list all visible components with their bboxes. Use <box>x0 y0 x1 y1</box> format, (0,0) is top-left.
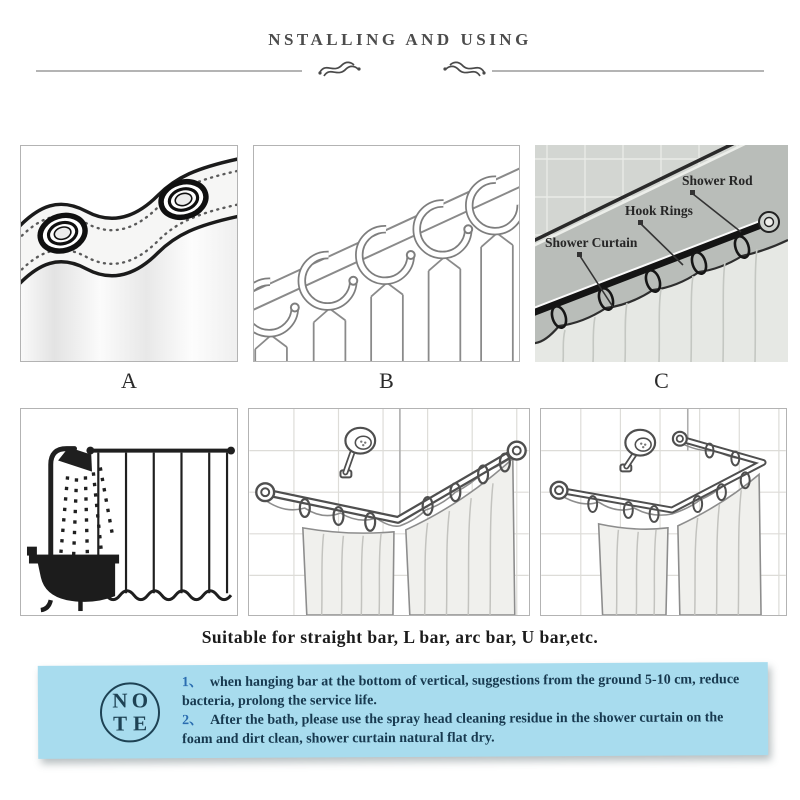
panel-c-label: C <box>654 368 669 393</box>
bathtub-icon <box>27 547 119 611</box>
flourish-left-icon <box>318 62 360 76</box>
rod-flange-icon <box>759 212 779 232</box>
note-item-1 <box>182 671 752 711</box>
panel-b-hooks-illustration <box>253 145 520 362</box>
panel-e-l-bar-illustration <box>248 408 530 616</box>
note-badge-letter: O <box>131 687 149 712</box>
page-title: NSTALLING AND USING <box>268 30 532 49</box>
note-box <box>38 662 768 759</box>
panel-d-bathtub-pictogram <box>20 408 238 616</box>
panel-a-grommet-illustration <box>20 145 238 362</box>
note-item-1-text: when hanging bar at the bottom of vertical, suggestions from the ground 5-10 cm, reduce bacteria, prolong the service life. <box>181 672 740 709</box>
note-badge-letter: T <box>112 710 128 736</box>
note-badge-letter: E <box>132 710 148 735</box>
note-item-2-number: 2、 <box>182 713 204 729</box>
svg-text:Shower Rod: Shower Rod <box>682 173 753 188</box>
note-item-1-number: 1、 <box>181 675 203 691</box>
panel-b-label: B <box>379 368 394 393</box>
note-item-2 <box>182 709 752 749</box>
panel-f-u-bar-illustration <box>540 408 787 616</box>
rod-flange-icon <box>551 432 687 499</box>
water-spray <box>61 467 113 558</box>
panel-c-labeled-installation-illustration <box>535 145 788 362</box>
curtain-pleats <box>255 233 513 361</box>
panel-a-label: A <box>121 368 137 393</box>
curtain-lines <box>98 453 227 594</box>
divider-ornament <box>30 56 770 82</box>
suitability-caption: Suitable for straight bar, L bar, arc bar, U bar,etc. <box>201 627 599 647</box>
flourish-right-icon <box>443 62 485 76</box>
svg-text:Shower Curtain: Shower Curtain <box>545 235 638 250</box>
note-badge-letter: N <box>112 687 128 713</box>
svg-text:Hook Rings: Hook Rings <box>625 203 693 218</box>
note-badge <box>100 682 160 742</box>
note-items <box>182 670 752 750</box>
shower-head-icon <box>340 428 375 478</box>
note-item-2-text: After the bath, please use the spray head cleaning residue in the shower curtain on the foam and dirt clean, shower curtain natural flat dry. <box>182 710 724 747</box>
